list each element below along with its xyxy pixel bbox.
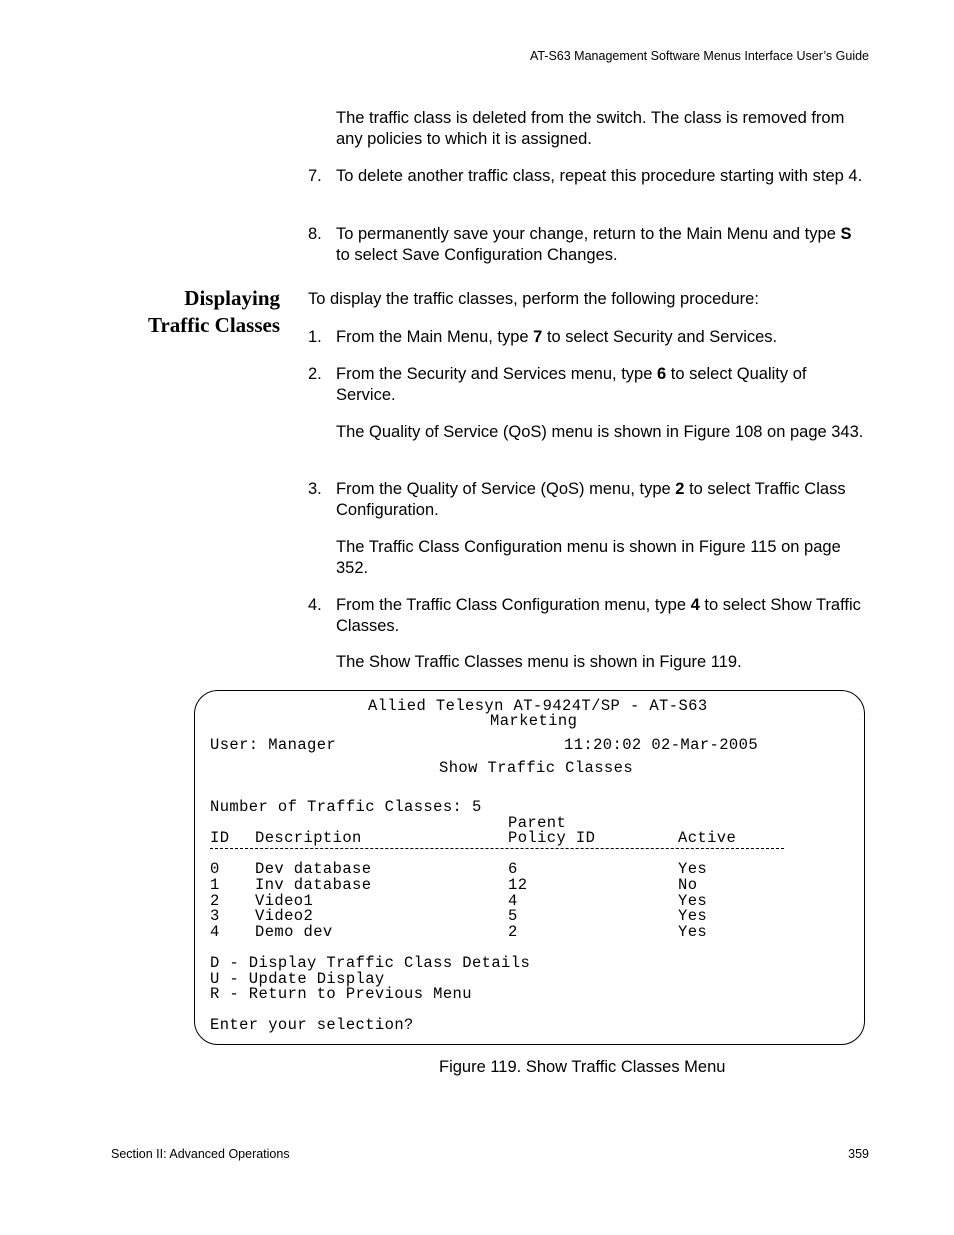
page-number: 359 xyxy=(848,1147,869,1161)
column-id: ID xyxy=(210,829,230,847)
step-text: From the Security and Services menu, type 6 to select Quality of Service. xyxy=(336,365,807,404)
row-id: 2 xyxy=(210,892,220,910)
step-number: 3. xyxy=(308,480,322,498)
row-parent: 2 xyxy=(508,923,518,941)
row-parent: 12 xyxy=(508,876,528,894)
row-description: Demo dev xyxy=(255,923,333,941)
section-lead: To display the traffic classes, perform the following procedure: xyxy=(308,290,759,308)
step-3-note: The Traffic Class Configuration menu is shown in Figure 115 on page 352. xyxy=(336,538,841,577)
section-heading: Displaying Traffic Classes xyxy=(148,286,280,337)
row-active: Yes xyxy=(678,892,708,910)
step-number: 4. xyxy=(308,596,322,614)
step-text: To permanently save your change, return to the Main Menu and type S to select Save Configuration Changes. xyxy=(336,225,852,264)
column-policy-id: Policy ID xyxy=(508,829,596,847)
row-id: 3 xyxy=(210,907,220,925)
step-number: 8. xyxy=(308,225,322,243)
menu-option-return[interactable]: R - Return to Previous Menu xyxy=(210,985,472,1003)
row-active: Yes xyxy=(678,860,708,878)
running-header: AT-S63 Management Software Menus Interface User’s Guide xyxy=(529,49,869,63)
row-parent: 5 xyxy=(508,907,518,925)
row-id: 1 xyxy=(210,876,220,894)
row-description: Video1 xyxy=(255,892,314,910)
intro-paragraph: The traffic class is deleted from the switch. The class is removed from any policies to which it is assigned. xyxy=(336,109,845,148)
footer-section: Section II: Advanced Operations xyxy=(111,1147,290,1161)
row-parent: 6 xyxy=(508,860,518,878)
step-text: From the Main Menu, type 7 to select Security and Services. xyxy=(336,328,778,346)
step-2-note: The Quality of Service (QoS) menu is shown in Figure 108 on page 343. xyxy=(336,423,864,441)
row-description: Inv database xyxy=(255,876,372,894)
step-number: 7. xyxy=(308,167,322,185)
traffic-class-count: Number of Traffic Classes: 5 xyxy=(210,798,482,816)
step-number: 1. xyxy=(308,328,322,346)
screen-datetime: 11:20:02 02-Mar-2005 xyxy=(564,736,759,754)
step-text: To delete another traffic class, repeat this procedure starting with step 4. xyxy=(336,167,863,185)
row-description: Video2 xyxy=(255,907,314,925)
column-description: Description xyxy=(255,829,362,847)
step-text: From the Traffic Class Configuration menu, type 4 to select Show Traffic Classes. xyxy=(336,596,861,635)
step-number: 2. xyxy=(308,365,322,383)
selection-prompt[interactable]: Enter your selection? xyxy=(210,1016,414,1034)
column-active: Active xyxy=(678,829,737,847)
row-active: Yes xyxy=(678,907,708,925)
table-separator xyxy=(210,848,784,849)
row-active: No xyxy=(678,876,698,894)
row-id: 4 xyxy=(210,923,220,941)
screen-menu-title: Show Traffic Classes xyxy=(439,759,634,777)
column-parent-top: Parent xyxy=(508,814,567,832)
menu-option-display-details[interactable]: D - Display Traffic Class Details xyxy=(210,954,531,972)
menu-option-update-display[interactable]: U - Update Display xyxy=(210,970,385,988)
screen-user: User: Manager xyxy=(210,736,337,754)
row-active: Yes xyxy=(678,923,708,941)
step-4-note: The Show Traffic Classes menu is shown in Figure 119. xyxy=(336,653,742,671)
screen-title: Allied Telesyn AT-9424T/SP - AT-S63 xyxy=(368,697,708,715)
row-id: 0 xyxy=(210,860,220,878)
row-description: Dev database xyxy=(255,860,372,878)
row-parent: 4 xyxy=(508,892,518,910)
step-text: From the Quality of Service (QoS) menu, type 2 to select Traffic Class Configuration. xyxy=(336,480,846,519)
screen-subtitle: Marketing xyxy=(490,712,578,730)
figure-caption: Figure 119. Show Traffic Classes Menu xyxy=(439,1058,726,1076)
